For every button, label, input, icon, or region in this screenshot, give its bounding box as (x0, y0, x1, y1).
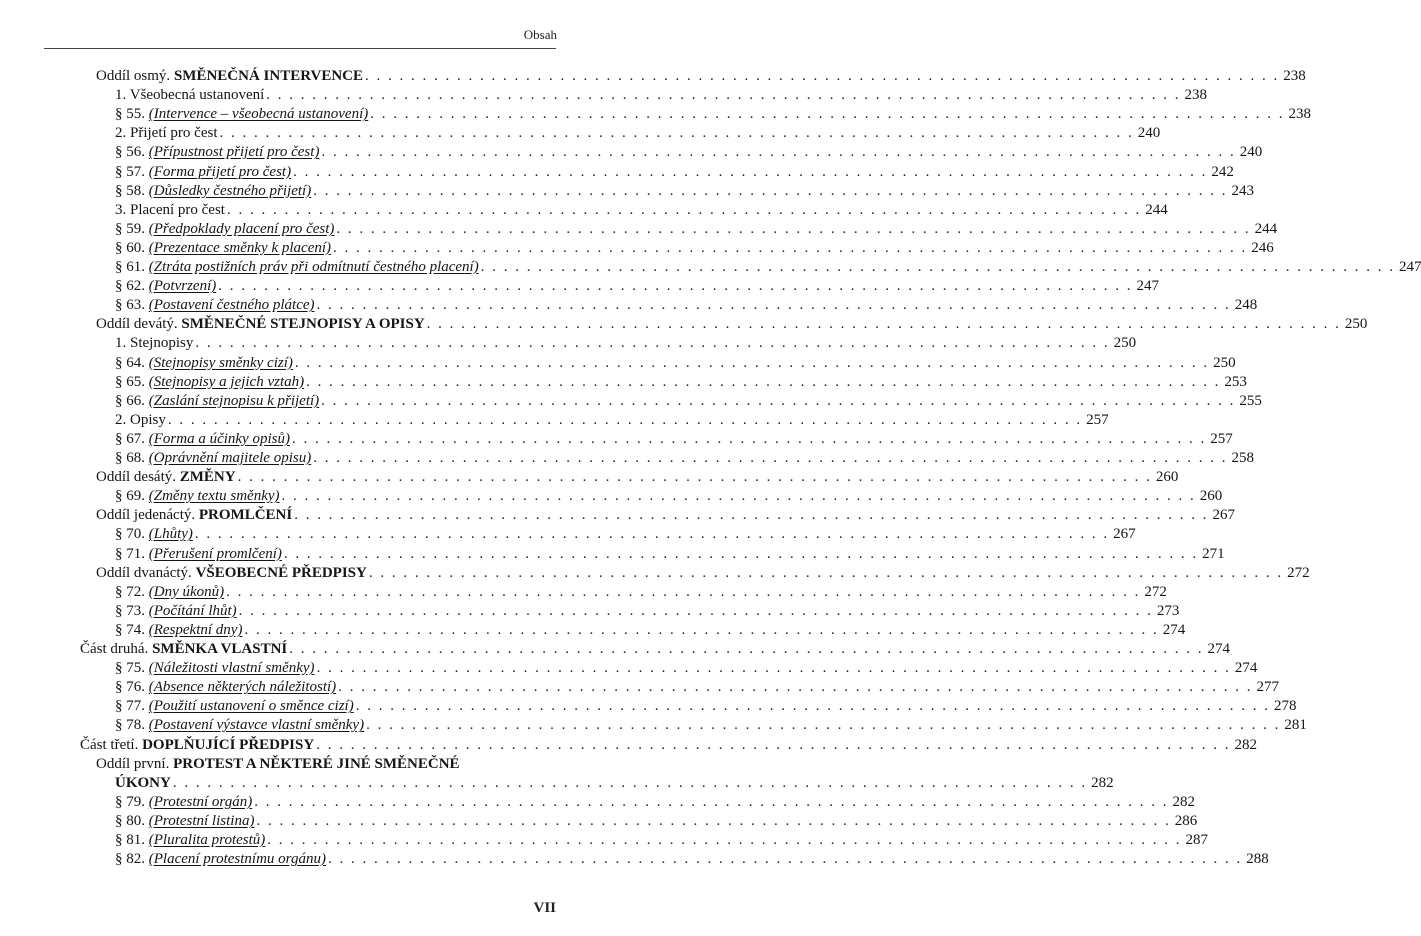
toc-entry-text (115, 429, 290, 449)
toc-entry-label: SMĚNEČNÁ INTERVENCE (173, 68, 364, 84)
toc-entry-text (115, 658, 315, 678)
toc-leader-dots: . . . . . . . . . . . . . . . . . . . . . . . . . . . . . . . . . . . . . . . . . . . . . . . . . . . . . . . . . . . . . . . . . . . . . . . . . . . . . . . . (195, 335, 1110, 352)
running-header-title: Obsah (523, 27, 557, 42)
toc-entry-prefix: Oddíl desátý. (96, 469, 180, 486)
toc-entry-prefix: § 71. (115, 545, 149, 562)
toc-entry-label: SMĚNEČNÉ STEJNOPISY A OPISY (181, 316, 425, 333)
toc-entry-label: (Respektní dny) (148, 621, 243, 638)
toc-leader-dots: . . . . . . . . . . . . . . . . . . . . . . . . . . . . . . . . . . . . . . . . . . . . . . . . . . . . . . . . . . . . . . . . . . . . . . . . . . . . . . . . (254, 793, 1169, 810)
toc-leader-dots: . . . . . . . . . . . . . . . . . . . . . . . . . . . . . . . . . . . . . . . . . . . . . . . . . . . . . . . . . . . . . . . . . . . . . . . . . . . . . . . . (321, 144, 1236, 161)
toc-entry-text (115, 372, 304, 392)
toc-leader-dots: . . . . . . . . . . . . . . . . . . . . . . . . . . . . . . . . . . . . . . . . . . . . . . . . . . . . . . . . . . . . . . . . . . . . . . . . . . . . . . . . (194, 526, 1110, 543)
toc-entry-page: 240 (1239, 144, 1263, 161)
toc-entry-prefix: § 60. (115, 239, 149, 256)
toc-entry-label: (Forma přijetí pro čest) (148, 163, 292, 180)
toc-entry-page: 250 (1113, 335, 1137, 352)
toc-leader-dots: . . . . . . . . . . . . . . . . . . . . . . . . . . . . . . . . . . . . . . . . . . . . . . . . . . . . . . . . . . . . . . . . . . . . . . . . . . . . . . . . (306, 373, 1221, 390)
toc-entry-prefix: § 65. (115, 373, 149, 390)
toc-entry-page: 286 (1174, 812, 1198, 829)
toc-entry-text (115, 257, 479, 277)
toc-entry-page: 271 (1202, 545, 1225, 562)
toc-entry (115, 830, 1209, 850)
toc-entry (115, 219, 1278, 239)
toc-leader-dots: . . . . . . . . . . . . . . . . . . . . . . . . . . . . . . . . . . . . . . . . . . . . . . . . . . . . . . . . . . . . . . . . . . . . . . . . . . . . . . . . (368, 564, 1284, 581)
toc-entry-prefix: § 74. (115, 621, 149, 638)
toc-entry-page: 272 (1144, 583, 1167, 600)
toc-entry-page: 267 (1113, 526, 1136, 543)
toc-entry (96, 754, 460, 774)
toc-entry-page: 250 (1344, 316, 1368, 333)
toc-entry-text (115, 200, 225, 220)
toc-entry-text (115, 448, 311, 468)
toc-entry (115, 181, 1254, 201)
toc-entry (115, 524, 1136, 544)
toc-entry-label: SMĚNKA VLASTNÍ (152, 641, 288, 657)
toc-entry-text (115, 181, 311, 201)
toc-entry-label: (Důsledky čestného přijetí) (148, 182, 312, 199)
toc-entry-label: (Absence některých náležitostí) (148, 679, 337, 696)
toc-entry-text (96, 66, 363, 86)
toc-entry (115, 811, 1198, 831)
toc-entry (115, 276, 1159, 296)
toc-leader-dots: . . . . . . . . . . . . . . . . . . . . . . . . . . . . . . . . . . . . . . . . . . . . . . . . . . . . . . . . . . . . . . . . . . . . . . . . . . . . . . . . (370, 106, 1285, 123)
toc-entry-prefix: § 57. (115, 163, 149, 180)
toc-entry-label: (Dny úkonů) (148, 583, 225, 600)
toc-entry-prefix: § 77. (115, 698, 149, 715)
toc-entry-label: PROTEST A NĚKTERÉ JINÉ SMĚNEČNÉ (173, 755, 460, 772)
toc-entry-prefix: § 73. (115, 602, 149, 619)
toc-entry-page: 244 (1145, 201, 1168, 218)
toc-entry-text (80, 639, 287, 659)
toc-entry-text (115, 677, 336, 697)
toc-entry-label: VŠEOBECNÉ PŘEDPISY (195, 564, 367, 581)
toc-entry (115, 582, 1167, 602)
toc-leader-dots: . . . . . . . . . . . . . . . . . . . . . . . . . . . . . . . . . . . . . . . . . . . . . . . . . . . . . . . . . . . . . . . . . . . . . . . . . . . . . . . . (172, 774, 1088, 791)
toc-entry-prefix: § 79. (115, 793, 149, 810)
toc-entry-text (96, 314, 425, 334)
toc-entry-prefix: § 56. (115, 144, 149, 161)
toc-entry-text (115, 792, 252, 812)
toc-entry (115, 849, 1269, 869)
toc-entry (115, 142, 1263, 162)
toc-entry-text (115, 276, 216, 296)
toc-leader-dots: . . . . . . . . . . . . . . . . . . . . . . . . . . . . . . . . . . . . . . . . . . . . . . . . . . . . . . . . . . . . . . . . . . . . . . . . . . . . . . . . (289, 641, 1204, 657)
toc-entry-text (115, 123, 217, 143)
toc-entry-prefix: Oddíl první. (96, 755, 174, 772)
toc-entry-text (115, 849, 326, 869)
toc-entry (115, 295, 1258, 315)
toc-entry (115, 238, 1274, 258)
toc-entry-prefix: § 62. (115, 278, 149, 295)
toc-entry-label: (Intervence – všeobecná ustanovení) (148, 106, 369, 123)
toc-entry-page: 282 (1234, 736, 1257, 753)
toc-entry (115, 410, 1109, 430)
toc-entry-prefix: § 61. (115, 259, 149, 275)
toc-leader-dots: . . . . . . . . . . . . . . . . . . . . . . . . . . . . . . . . . . . . . . . . . . . . . . . . . . . . . . . . . . . . . . . . . . . . . . . . . . . . . . . . (244, 621, 1159, 638)
toc-entry (96, 505, 1235, 525)
toc-entry-label: (Ztráta postižních práv při odmítnutí čestného placení) (148, 259, 479, 275)
toc-entry-text (115, 486, 280, 506)
toc-entry-prefix: § 75. (115, 660, 149, 677)
toc-entry-page: 247 (1398, 259, 1421, 275)
toc-entry-prefix: § 67. (115, 430, 149, 447)
toc-entry-prefix: 2. Přijetí pro čest (115, 125, 218, 142)
toc-entry (115, 658, 1258, 678)
toc-entry (115, 372, 1247, 392)
toc-entry (96, 467, 1179, 487)
toc-entry-page: 244 (1254, 220, 1278, 237)
toc-entry-prefix: § 80. (115, 812, 149, 829)
toc-entry (96, 66, 1306, 86)
toc-entry-text (115, 238, 331, 258)
toc-leader-dots: . . . . . . . . . . . . . . . . . . . . . . . . . . . . . . . . . . . . . . . . . . . . . . . . . . . . . . . . . . . . . . . . . . . . . . . . . . . . . . . . (293, 163, 1208, 180)
toc-leader-dots: . . . . . . . . . . . . . . . . . . . . . . . . . . . . . . . . . . . . . . . . . . . . . . . . . . . . . . . . . . . . . . . . . . . . . . . . . . . . . . . . (266, 87, 1181, 104)
toc-entry-prefix: Oddíl dvanáctý. (96, 564, 196, 581)
toc-entry (115, 200, 1168, 220)
toc-entry (80, 735, 1257, 755)
toc-leader-dots: . . . . . . . . . . . . . . . . . . . . . . . . . . . . . . . . . . . . . . . . . . . . . . . . . . . . . . . . . . . . . . . . . . . . . . . . . . . . . . . . (256, 812, 1171, 829)
toc-entry-text (115, 219, 334, 239)
toc-leader-dots: . . . . . . . . . . . . . . . . . . . . . . . . . . . . . . . . . . . . . . . . . . . . . . . . . . . . . . . . . . . . . . . . . . . . . . . . . . . . . . . . (333, 239, 1248, 256)
toc-entry-prefix: Část druhá. (80, 641, 153, 657)
toc-entry-prefix: § 63. (115, 297, 149, 314)
page-number: VII (533, 900, 556, 916)
toc-entry (96, 314, 1368, 334)
toc-entry (80, 639, 1231, 659)
toc-leader-dots: . . . . . . . . . . . . . . . . . . . . . . . . . . . . . . . . . . . . . . . . . . . . . . . . . . . . . . . . . . . . . . . . . . . . . . . . . . . . . . . . (480, 259, 1395, 275)
toc-leader-dots: . . . . . . . . . . . . . . . . . . . . . . . . . . . . . . . . . . . . . . . . . . . . . . . . . . . . . . . . . . . . . . . . . . . . . . . . . . . . . . . . (294, 507, 1209, 524)
toc-entry-label: (Předpoklady placení pro čest) (148, 220, 335, 237)
toc-entry (115, 544, 1225, 564)
toc-entry-label: (Počítání lhůt) (148, 602, 237, 619)
toc-entry-prefix: § 70. (115, 526, 149, 543)
toc-entry-prefix: 2. Opisy (115, 411, 166, 428)
toc-entry-page: 277 (1256, 679, 1279, 696)
toc-entry-text (96, 505, 292, 525)
toc-entry-text (115, 353, 293, 373)
toc-entry (115, 773, 1114, 793)
toc-entry-page: 238 (1283, 68, 1306, 84)
toc-entry-prefix: Oddíl jedenáctý. (96, 507, 199, 524)
toc-entry-page: 282 (1091, 774, 1114, 791)
toc-leader-dots: . . . . . . . . . . . . . . . . . . . . . . . . . . . . . . . . . . . . . . . . . . . . . . . . . . . . . . . . . . . . . . . . . . . . . . . . . . . . . . . . (336, 220, 1251, 237)
toc-entry (115, 620, 1186, 640)
toc-entry-label: (Postavení výstavce vlastní směnky) (148, 717, 365, 734)
toc-entry-page: 288 (1246, 851, 1269, 868)
toc-leader-dots: . . . . . . . . . . . . . . . . . . . . . . . . . . . . . . . . . . . . . . . . . . . . . . . . . . . . . . . . . . . . . . . . . . . . . . . . . . . . . . . . (283, 545, 1199, 562)
toc-entry-text (115, 830, 265, 850)
toc-entry (115, 792, 1195, 812)
toc-entry-page: 258 (1231, 450, 1254, 466)
toc-entry-page: 250 (1213, 354, 1236, 371)
toc-entry-text (115, 773, 171, 793)
toc-entry-text (115, 715, 364, 735)
toc-entry-prefix: § 72. (115, 583, 149, 600)
toc-entry (115, 715, 1307, 735)
toc-leader-dots: . . . . . . . . . . . . . . . . . . . . . . . . . . . . . . . . . . . . . . . . . . . . . . . . . . . . . . . . . . . . . . . . . . . . . . . . . . . . . . . . (294, 354, 1210, 371)
toc-entry-page: 248 (1234, 297, 1258, 314)
toc-entry-label: (Zaslání stejnopisu k přijetí) (148, 392, 320, 409)
toc-leader-dots: . . . . . . . . . . . . . . . . . . . . . . . . . . . . . . . . . . . . . . . . . . . . . . . . . . . . . . . . . . . . . . . . . . . . . . . . . . . . . . . . (238, 602, 1153, 619)
toc-entry (115, 429, 1233, 449)
toc-entry (115, 162, 1234, 182)
toc-leader-dots: . . . . . . . . . . . . . . . . . . . . . . . . . . . . . . . . . . . . . . . . . . . . . . . . . . . . . . . . . . . . . . . . . . . . . . . . . . . . . . . . (365, 68, 1280, 84)
toc-entry (115, 123, 1161, 143)
toc-entry-page: 257 (1210, 430, 1233, 447)
toc-entry-page: 260 (1199, 488, 1223, 505)
toc-entry-page: 240 (1137, 125, 1161, 142)
toc-leader-dots: . . . . . . . . . . . . . . . . . . . . . . . . . . . . . . . . . . . . . . . . . . . . . . . . . . . . . . . . . . . . . . . . . . . . . . . . . . . . . . . . (338, 679, 1253, 696)
toc-entry-label: (Pluralita protestů) (148, 832, 266, 848)
toc-entry-page: 274 (1162, 621, 1186, 638)
toc-entry (115, 104, 1311, 124)
toc-entry-page: 267 (1212, 507, 1235, 524)
toc-entry (115, 696, 1297, 716)
toc-entry-label: (Přípustnost přijetí pro čest) (148, 144, 320, 161)
toc-entry-text (115, 104, 368, 124)
toc-entry-text (115, 410, 166, 430)
toc-entry-text (115, 696, 354, 716)
toc-entry-label: (Protestní listina) (148, 812, 255, 829)
toc-entry-label: DOPLŇUJÍCÍ PŘEDPISY (142, 736, 315, 753)
toc-entry (115, 85, 1208, 105)
toc-entry-label: (Forma a účinky opisů) (148, 430, 290, 447)
toc-entry-text (115, 524, 193, 544)
toc-leader-dots: . . . . . . . . . . . . . . . . . . . . . . . . . . . . . . . . . . . . . . . . . . . . . . . . . . . . . . . . . . . . . . . . . . . . . . . . . . . . . . . . (281, 488, 1196, 505)
toc-entry-label: (Lhůty) (148, 526, 193, 543)
toc-entry-prefix: § 68. (115, 450, 149, 466)
toc-entry-text (115, 391, 319, 411)
toc-leader-dots: . . . . . . . . . . . . . . . . . . . . . . . . . . . . . . . . . . . . . . . . . . . . . . . . . . . . . . . . . . . . . . . . . . . . . . . . . . . . . . . . (226, 583, 1141, 600)
toc-entry-label: (Prezentace směnky k placení) (148, 239, 332, 256)
toc-entry-page: 274 (1234, 660, 1258, 677)
toc-entry-label: (Placení protestnímu orgánu) (148, 851, 326, 868)
toc-leader-dots: . . . . . . . . . . . . . . . . . . . . . . . . . . . . . . . . . . . . . . . . . . . . . . . . . . . . . . . . . . . . . . . . . . . . . . . . . . . . . . . . (313, 450, 1228, 466)
toc-entry-page: 247 (1136, 278, 1159, 295)
header-rule (44, 48, 556, 49)
toc-entry-label: (Oprávnění majitele opisu) (148, 450, 312, 466)
toc-entry-page: 287 (1185, 832, 1209, 848)
toc-entry-prefix: § 82. (115, 851, 149, 868)
toc-entry-text (115, 333, 193, 353)
toc-entry-text (115, 601, 237, 621)
toc-entry-label: (Stejnopisy a jejich vztah) (148, 373, 305, 390)
toc-entry-prefix: § 78. (115, 717, 149, 734)
toc-entry-prefix: 3. Placení pro čest (115, 201, 225, 218)
toc-entry-text (115, 85, 264, 105)
toc-leader-dots: . . . . . . . . . . . . . . . . . . . . . . . . . . . . . . . . . . . . . . . . . . . . . . . . . . . . . . . . . . . . . . . . . . . . . . . . . . . . . . . . (226, 201, 1142, 218)
toc-entry-page: 274 (1207, 641, 1231, 657)
toc-entry-page: 273 (1156, 602, 1180, 619)
toc-entry-prefix: Oddíl devátý. (96, 316, 182, 333)
toc-entry-page: 281 (1284, 717, 1307, 734)
toc-leader-dots: . . . . . . . . . . . . . . . . . . . . . . . . . . . . . . . . . . . . . . . . . . . . . . . . . . . . . . . . . . . . . . . . . . . . . . . . . . . . . . . . (291, 430, 1207, 447)
toc-entry-prefix: § 64. (115, 354, 149, 371)
toc-leader-dots: . . . . . . . . . . . . . . . . . . . . . . . . . . . . . . . . . . . . . . . . . . . . . . . . . . . . . . . . . . . . . . . . . . . . . . . . . . . . . . . . (321, 392, 1236, 409)
toc-entry-text (115, 582, 224, 602)
toc-entry-text (80, 735, 314, 755)
toc-entry-label: ÚKONY (115, 774, 171, 791)
toc-entry-prefix: Oddíl osmý. (96, 68, 174, 84)
toc-entry (96, 563, 1310, 583)
toc-entry-text (96, 563, 367, 583)
toc-entry-page: 242 (1211, 163, 1234, 180)
toc-entry-prefix: § 76. (115, 679, 149, 696)
toc-leader-dots: . . . . . . . . . . . . . . . . . . . . . . . . . . . . . . . . . . . . . . . . . . . . . . . . . . . . . . . . . . . . . . . . . . . . . . . . . . . . . . . . (313, 182, 1228, 199)
toc-entry-text (115, 811, 254, 831)
toc-entry-label: (Náležitosti vlastní směnky) (148, 660, 315, 677)
toc-entry-label: PROMLČENÍ (198, 507, 293, 524)
toc-entry (115, 601, 1180, 621)
toc-leader-dots: . . . . . . . . . . . . . . . . . . . . . . . . . . . . . . . . . . . . . . . . . . . . . . . . . . . . . . . . . . . . . . . . . . . . . . . . . . . . . . . . (218, 278, 1133, 295)
toc-leader-dots: . . . . . . . . . . . . . . . . . . . . . . . . . . . . . . . . . . . . . . . . . . . . . . . . . . . . . . . . . . . . . . . . . . . . . . . . . . . . . . . . (316, 736, 1231, 753)
toc-entry-prefix: § 66. (115, 392, 149, 409)
toc-entry-page: 272 (1287, 564, 1310, 581)
toc-leader-dots: . . . . . . . . . . . . . . . . . . . . . . . . . . . . . . . . . . . . . . . . . . . . . . . . . . . . . . . . . . . . . . . . . . . . . . . . . . . . . . . . (355, 698, 1270, 715)
toc-leader-dots: . . . . . . . . . . . . . . . . . . . . . . . . . . . . . . . . . . . . . . . . . . . . . . . . . . . . . . . . . . . . . . . . . . . . . . . . . . . . . . . . (426, 316, 1341, 333)
toc-leader-dots: . . . . . . . . . . . . . . . . . . . . . . . . . . . . . . . . . . . . . . . . . . . . . . . . . . . . . . . . . . . . . . . . . . . . . . . . . . . . . . . . (237, 469, 1152, 486)
toc-entry (115, 333, 1137, 353)
toc-entry-page: 282 (1172, 793, 1195, 810)
toc-entry-page: 260 (1155, 469, 1179, 486)
toc-leader-dots: . . . . . . . . . . . . . . . . . . . . . . . . . . . . . . . . . . . . . . . . . . . . . . . . . . . . . . . . . . . . . . . . . . . . . . . . . . . . . . . . (219, 125, 1134, 142)
toc-entry-prefix: Část třetí. (80, 736, 143, 753)
toc-entry (115, 257, 1421, 277)
toc-leader-dots: . . . . . . . . . . . . . . . . . . . . . . . . . . . . . . . . . . . . . . . . . . . . . . . . . . . . . . . . . . . . . . . . . . . . . . . . . . . . . . . . (267, 832, 1182, 848)
toc-leader-dots: . . . . . . . . . . . . . . . . . . . . . . . . . . . . . . . . . . . . . . . . . . . . . . . . . . . . . . . . . . . . . . . . . . . . . . . . . . . . . . . . (327, 851, 1243, 868)
toc-entry-label: (Potvrzení) (148, 278, 217, 295)
toc-entry-text (96, 467, 236, 487)
toc-entry-prefix: 1. Stejnopisy (115, 335, 194, 352)
toc-entry (115, 486, 1223, 506)
toc-entry (115, 353, 1236, 373)
toc-leader-dots: . . . . . . . . . . . . . . . . . . . . . . . . . . . . . . . . . . . . . . . . . . . . . . . . . . . . . . . . . . . . . . . . . . . . . . . . . . . . . . . . (167, 411, 1083, 428)
toc-entry-text (115, 295, 315, 315)
toc-entry (115, 391, 1262, 411)
toc-entry-text (115, 142, 319, 162)
toc-entry-prefix: § 69. (115, 488, 149, 505)
toc-entry-page: 255 (1239, 392, 1262, 409)
toc-entry-page: 278 (1273, 698, 1297, 715)
toc-entry-page: 257 (1086, 411, 1109, 428)
toc-entry-page: 243 (1231, 182, 1254, 199)
toc-entry-text (115, 544, 282, 564)
toc-entry-label: (Protestní orgán) (148, 793, 253, 810)
toc-entry-prefix: § 59. (115, 220, 149, 237)
toc-entry-label: (Změny textu směnky) (148, 488, 280, 505)
toc-entry-text (115, 162, 291, 182)
toc-leader-dots: . . . . . . . . . . . . . . . . . . . . . . . . . . . . . . . . . . . . . . . . . . . . . . . . . . . . . . . . . . . . . . . . . . . . . . . . . . . . . . . . (316, 660, 1231, 677)
toc-entry (115, 448, 1254, 468)
toc-leader-dots: . . . . . . . . . . . . . . . . . . . . . . . . . . . . . . . . . . . . . . . . . . . . . . . . . . . . . . . . . . . . . . . . . . . . . . . . . . . . . . . . (366, 717, 1281, 734)
toc-entry-label: ZMĚNY (179, 469, 236, 486)
toc-entry-label: (Přerušení promlčení) (148, 545, 282, 562)
toc-entry-page: 253 (1224, 373, 1247, 390)
toc-entry-page: 238 (1288, 106, 1311, 123)
toc-entry-page: 246 (1251, 239, 1274, 256)
toc-entry (115, 677, 1279, 697)
toc-entry-page: 238 (1184, 87, 1208, 104)
toc-entry-prefix: § 55. (115, 106, 149, 123)
toc-entry-label: (Postavení čestného plátce) (148, 297, 315, 314)
toc-entry-prefix: § 58. (115, 182, 149, 199)
toc-entry-prefix: § 81. (115, 832, 149, 848)
toc-leader-dots: . . . . . . . . . . . . . . . . . . . . . . . . . . . . . . . . . . . . . . . . . . . . . . . . . . . . . . . . . . . . . . . . . . . . . . . . . . . . . . . . (316, 297, 1231, 314)
toc-entry-text (115, 620, 242, 640)
toc-entry-label: (Stejnopisy směnky cizí) (148, 354, 293, 371)
toc-entry-label: (Použití ustanovení o směnce cizí) (148, 698, 354, 715)
toc-entry-prefix: 1. Všeobecná ustanovení (115, 87, 265, 104)
